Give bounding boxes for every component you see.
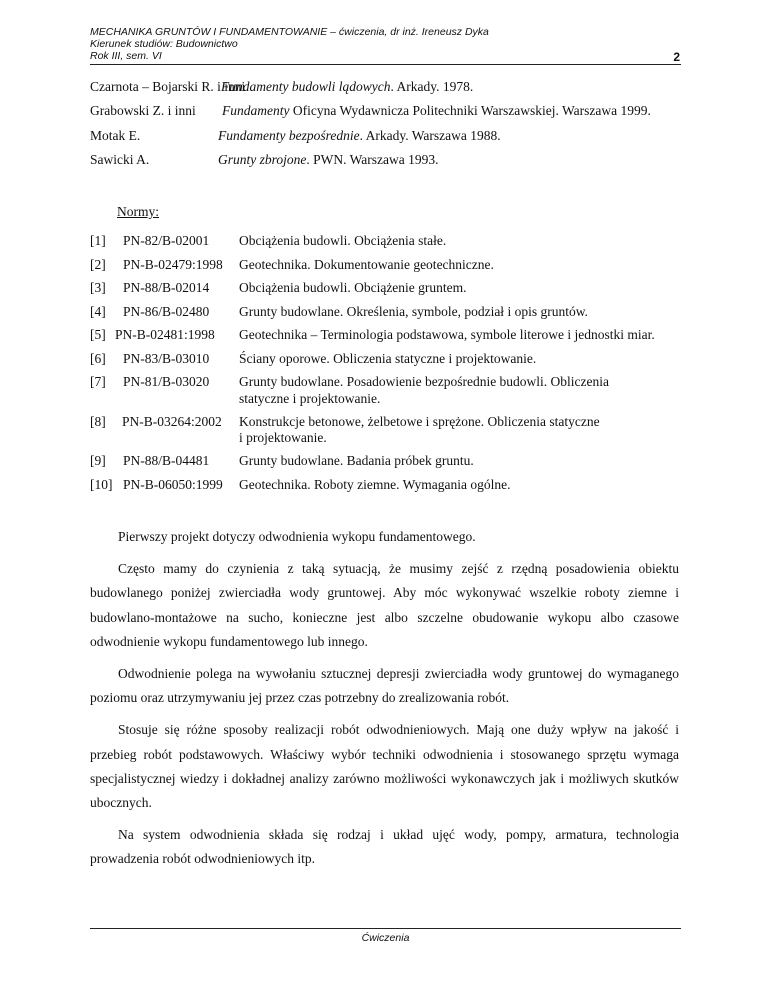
norm-number: [6] xyxy=(90,350,106,366)
norm-code: PN-88/B-02014 xyxy=(123,280,210,295)
norm-description: Grunty budowlane. Badania próbek gruntu. xyxy=(239,453,474,468)
norm-description: Ściany oporowe. Obliczenia statyczne i projektowanie. xyxy=(239,350,537,366)
norm-number: [3] xyxy=(90,280,106,295)
norm-description: Geotechnika. Dokumentowanie geotechniczne. xyxy=(239,256,494,272)
norm-description: Geotechnika. Roboty ziemne. Wymagania ogólne. xyxy=(239,476,511,492)
norm-number: [9] xyxy=(90,453,106,468)
norm-code: PN-88/B-04481 xyxy=(123,453,210,468)
norm-entry xyxy=(90,280,690,304)
norm-number: [4] xyxy=(90,303,106,319)
norm-entry xyxy=(90,233,690,257)
norm-entry xyxy=(90,414,690,454)
norm-entry xyxy=(90,453,690,477)
paragraph: Na system odwodnienia składa się rodzaj i układ ujęć wody, pompy, armatura, technologia prowadzenia robót odwodnieniowych itp. xyxy=(90,827,679,867)
paragraph: Pierwszy projekt dotyczy odwodnienia wykopu fundamentowego. xyxy=(118,529,476,544)
norm-code: PN-81/B-03020 xyxy=(123,374,210,389)
bibliography-publisher: Oficyna Wydawnicza Politechniki Warszawskiej. Warszawa 1999. xyxy=(289,103,651,119)
norm-description-continued: i projektowanie. xyxy=(239,430,327,445)
bibliography-author: Czarnota – Bojarski R. i inni xyxy=(90,79,246,94)
norm-number: [1] xyxy=(90,233,106,248)
norm-description: Obciążenia budowli. Obciążenia stałe. xyxy=(239,233,447,248)
norm-number: [7] xyxy=(90,374,106,389)
norm-code: PN-B-03264:2002 xyxy=(122,413,222,429)
norms-list xyxy=(90,233,690,500)
header-field-line: Kierunek studiów: Budownictwo xyxy=(90,38,238,50)
paragraph: Często mamy do czynienia z taką sytuacją, że musimy zejść z rzędną posadowienia obiektu budowlanego poniżej zwierciadła wody gruntowej. Aby móc wykonywać wszelkie roboty ziemne i budowlano-montażowe na sucho, konieczne jest albo szczelne obudowanie wykopu albo czasowe odwodnienie wykopu fundamentowego lub innego. xyxy=(90,561,679,649)
page-number: 2 xyxy=(673,50,680,64)
norm-description: Konstrukcje betonowe, żelbetowe i sprężone. Obliczenia statyczne xyxy=(239,413,600,429)
norm-description: Grunty budowlane. Posadowienie bezpośrednie budowli. Obliczenia xyxy=(239,374,610,389)
bibliography-title: Grunty zbrojone xyxy=(218,151,307,167)
header-course-line: MECHANIKA GRUNTÓW I FUNDAMENTOWANIE – ćwiczenia, dr inż. Ireneusz Dyka xyxy=(90,26,489,38)
footer-divider xyxy=(90,928,681,929)
norm-code: PN-83/B-03010 xyxy=(123,350,210,366)
page-header xyxy=(90,26,680,62)
norm-number: [8] xyxy=(90,413,106,429)
norm-number: [2] xyxy=(90,256,106,272)
norms-heading: Normy: xyxy=(117,204,159,219)
norm-code: PN-B-06050:1999 xyxy=(123,476,223,492)
paragraph: Stosuje się różne sposoby realizacji robót odwodnieniowych. Mają one duży wpływ na jakość i przebieg robót podstawowych. Właściwy wybór techniki odwodnienia i stosowanego sprzętu wymaga specjalistycznej wiedzy i dokładnej analizy zarówno możliwości wykonawczych jak i możliwych skutków ubocznych. xyxy=(90,722,679,811)
bibliography-publisher: . Arkady. 1978. xyxy=(390,79,474,94)
norm-number: [10] xyxy=(90,476,113,492)
norm-description: Grunty budowlane. Określenia, symbole, podział i opis gruntów. xyxy=(239,303,588,319)
norm-number: [5] xyxy=(90,327,106,342)
bibliography-title: Fundamenty bezpośrednie xyxy=(218,127,360,143)
norm-code: PN-86/B-02480 xyxy=(123,303,210,319)
norm-entry xyxy=(90,477,690,501)
body-text xyxy=(90,525,679,880)
norm-description-continued: statyczne i projektowanie. xyxy=(239,390,381,406)
norm-code: PN-B-02481:1998 xyxy=(115,327,215,342)
bibliography-author: Grabowski Z. i inni xyxy=(90,103,196,119)
bibliography-title: Fundamenty budowli lądowych xyxy=(221,79,391,94)
bibliography-publisher: . Arkady. Warszawa 1988. xyxy=(359,127,501,143)
norm-entry xyxy=(90,351,690,375)
norm-description: Obciążenia budowli. Obciążenie gruntem. xyxy=(239,280,467,295)
bibliography-publisher: . PWN. Warszawa 1993. xyxy=(306,151,439,167)
paragraph: Odwodnienie polega na wywołaniu sztucznej depresji zwierciadła wody gruntowej do wymaganego poziomu oraz utrzymywaniu jej przez czas potrzebny do zrealizowania robót. xyxy=(90,666,679,706)
bibliography-title: Fundamenty xyxy=(222,103,290,119)
header-divider xyxy=(90,64,681,65)
norm-entry xyxy=(90,327,690,351)
bibliography-author: Sawicki A. xyxy=(90,151,150,167)
norm-entry xyxy=(90,257,690,281)
header-year-line: Rok III, sem. VI xyxy=(90,50,162,62)
norm-entry xyxy=(90,304,690,328)
norm-entry xyxy=(90,374,690,414)
norm-description: Geotechnika – Terminologia podstawowa, symbole literowe i jednostki miar. xyxy=(239,327,655,342)
norm-code: PN-82/B-02001 xyxy=(123,233,210,248)
page-footer: Ćwiczenia xyxy=(361,932,410,944)
bibliography-author: Motak E. xyxy=(90,127,141,143)
norm-code: PN-B-02479:1998 xyxy=(123,256,223,272)
